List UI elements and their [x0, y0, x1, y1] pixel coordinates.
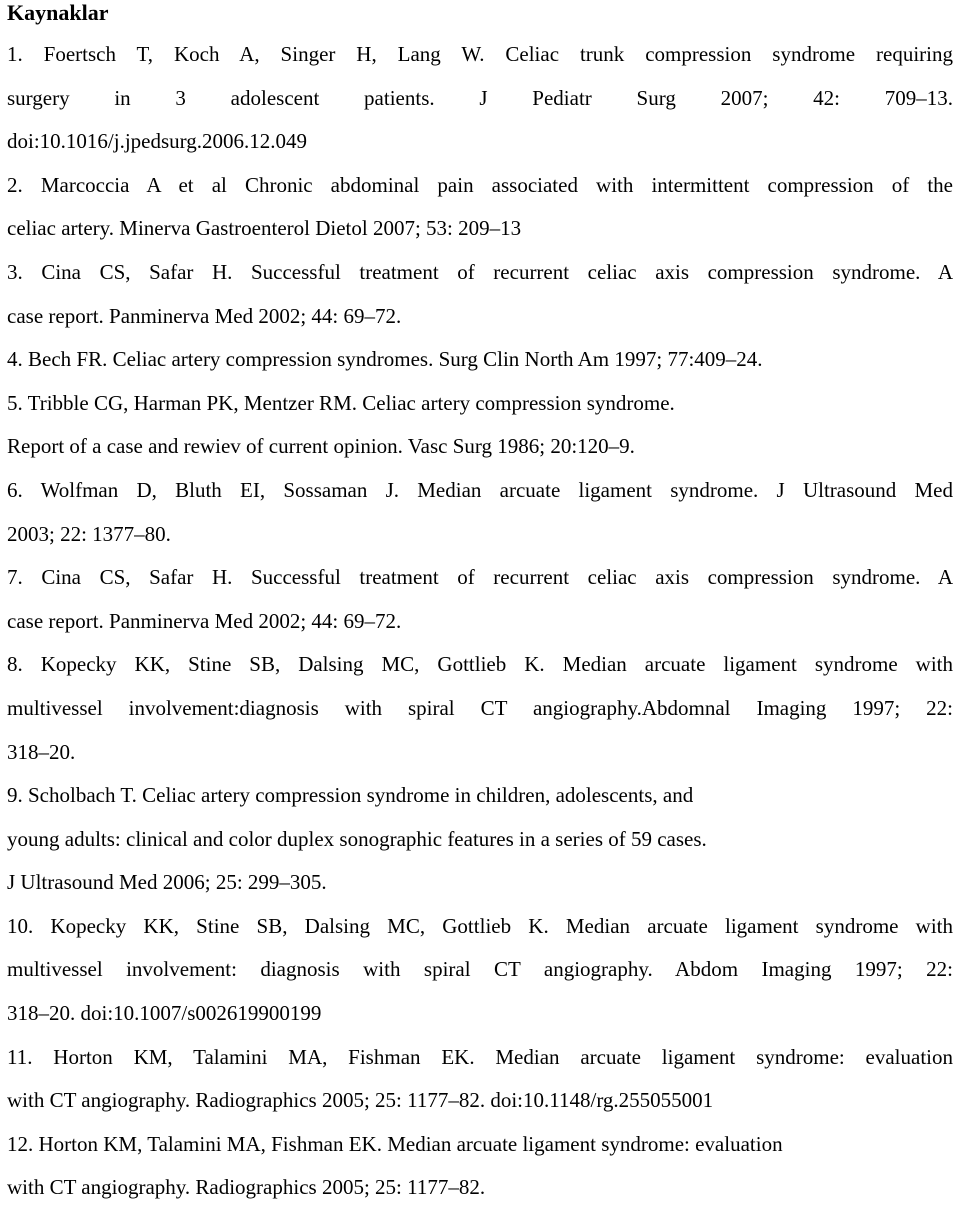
reference-line: case report. Panminerva Med 2002; 44: 69–72.	[7, 608, 402, 633]
reference-line: case report. Panminerva Med 2002; 44: 69–72.	[7, 303, 402, 328]
reference-line: 11. Horton KM, Talamini MA, Fishman EK. Median arcuate ligament syndrome: evaluation	[7, 1044, 953, 1069]
reference-line: 2. Marcoccia A et al Chronic abdominal pain associated with intermittent compression of the	[7, 172, 953, 197]
reference-item	[7, 382, 957, 469]
reference-item	[7, 556, 957, 643]
reference-line: young adults: clinical and color duplex sonographic features in a series of 59 cases.	[7, 826, 707, 851]
reference-line: multivessel involvement: diagnosis with spiral CT angiography. Abdom Imaging 1997; 22:	[7, 957, 953, 982]
reference-line: 4. Bech FR. Celiac artery compression syndromes. Surg Clin North Am 1997; 77:409–24.	[7, 347, 763, 372]
reference-line: J Ultrasound Med 2006; 25: 299–305.	[7, 870, 327, 895]
reference-item	[7, 1036, 957, 1123]
reference-line: multivessel involvement:diagnosis with spiral CT angiography.Abdomnal Imaging 1997; 22:	[7, 695, 953, 720]
reference-item	[7, 643, 957, 774]
reference-item	[7, 164, 957, 251]
reference-line: 1. Foertsch T, Koch A, Singer H, Lang W. Celiac trunk compression syndrome requiring	[7, 42, 953, 66]
reference-line: 318–20. doi:10.1007/s002619900199	[7, 1001, 322, 1026]
reference-line: 6. Wolfman D, Bluth EI, Sossaman J. Median arcuate ligament syndrome. J Ultrasound Med	[7, 477, 953, 502]
reference-line: with CT angiography. Radiographics 2005; 25: 1177–82.	[7, 1175, 486, 1200]
reference-line: surgery in 3 adolescent patients. J Pediatr Surg 2007; 42: 709–13.	[7, 85, 953, 110]
reference-line: 3. Cina CS, Safar H. Successful treatment of recurrent celiac axis compression syndrome. A	[7, 259, 953, 284]
reference-item	[7, 1123, 957, 1210]
reference-line: Report of a case and rewiev of current opinion. Vasc Surg 1986; 20:120–9.	[7, 434, 635, 459]
references-list	[7, 33, 957, 1210]
reference-item	[7, 469, 957, 556]
reference-line: 318–20.	[7, 739, 76, 764]
reference-line: 12. Horton KM, Talamini MA, Fishman EK. Median arcuate ligament syndrome: evaluation	[7, 1131, 783, 1156]
reference-line: 8. Kopecky KK, Stine SB, Dalsing MC, Gottlieb K. Median arcuate ligament syndrome with	[7, 652, 953, 677]
reference-item	[7, 905, 957, 1036]
reference-line: 2003; 22: 1377–80.	[7, 521, 171, 546]
reference-item	[7, 251, 957, 338]
reference-line: with CT angiography. Radiographics 2005; 25: 1177–82. doi:10.1148/rg.255055001	[7, 1088, 714, 1113]
reference-item	[7, 338, 957, 382]
reference-line: doi:10.1016/j.jpedsurg.2006.12.049	[7, 129, 308, 154]
reference-line: 5. Tribble CG, Harman PK, Mentzer RM. Celiac artery compression syndrome.	[7, 390, 675, 415]
reference-line: 10. Kopecky KK, Stine SB, Dalsing MC, Gottlieb K. Median arcuate ligament syndrome with	[7, 913, 953, 938]
references-heading: Kaynaklar	[7, 0, 109, 25]
reference-line: 9. Scholbach T. Celiac artery compression syndrome in children, adolescents, and	[7, 783, 694, 808]
reference-line: celiac artery. Minerva Gastroenterol Dietol 2007; 53: 209–13	[7, 216, 522, 241]
reference-line: 7. Cina CS, Safar H. Successful treatment of recurrent celiac axis compression syndrome. A	[7, 565, 953, 590]
reference-item	[7, 33, 957, 164]
document-page	[7, 0, 957, 1200]
reference-item	[7, 774, 957, 905]
